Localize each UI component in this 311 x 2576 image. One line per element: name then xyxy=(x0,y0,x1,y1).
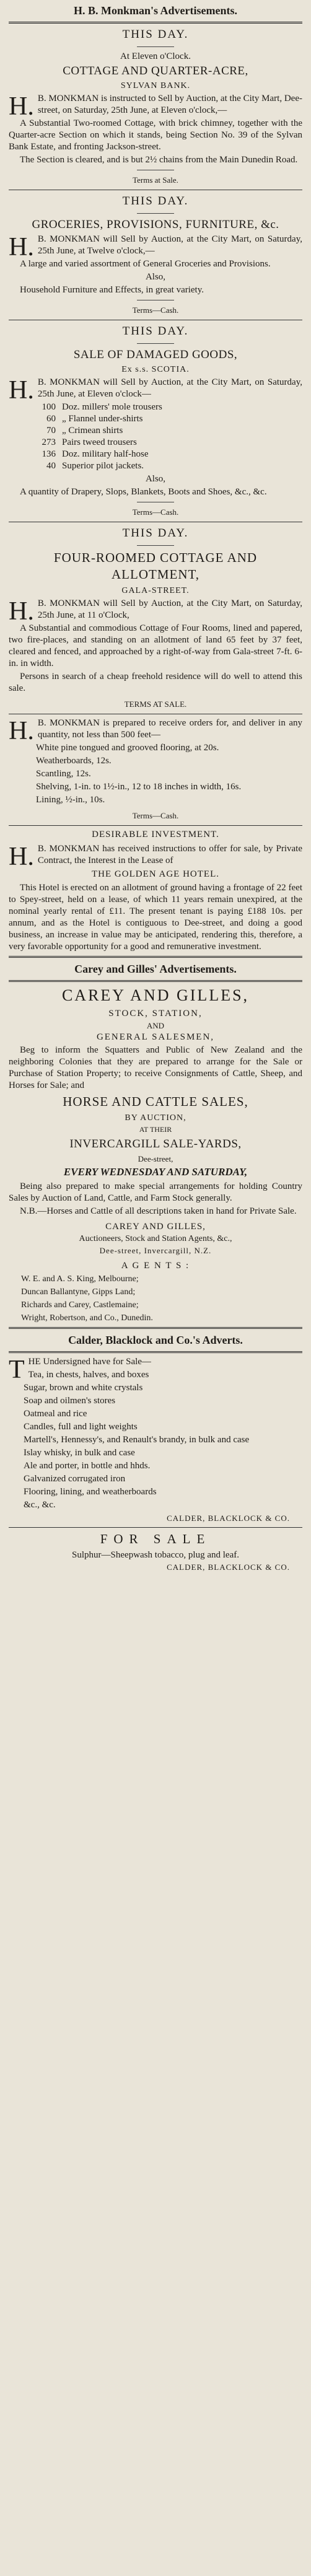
agents-list xyxy=(21,1273,302,1324)
list-item xyxy=(31,449,302,460)
ad-this-day: THIS DAY. xyxy=(122,195,189,208)
ad-timber xyxy=(9,717,302,821)
ad-street: Dee-street, xyxy=(138,1154,173,1163)
section-header-calder: Calder, Blacklock and Co.'s Adverts. xyxy=(68,1334,243,1346)
list-item: Tea, in chests, halves, and boxes xyxy=(28,1370,149,1380)
section-header-carey: Carey and Gilles' Advertisements. xyxy=(74,963,237,975)
ad-title: INVERCARGILL SALE-YARDS, xyxy=(69,1137,242,1150)
short-rule xyxy=(137,46,174,47)
ad-days: EVERY WEDNESDAY AND SATURDAY, xyxy=(63,1166,248,1178)
lot-item: Doz. military half-hose xyxy=(62,449,149,459)
lot-item: Pairs tweed trousers xyxy=(62,437,137,447)
ad-sulphur xyxy=(9,1531,302,1573)
divider xyxy=(9,980,302,982)
lot-qty: 100 xyxy=(42,402,56,412)
ad-also: Also, xyxy=(145,272,166,282)
lot-item: Superior pilot jackets. xyxy=(62,461,144,471)
list-item xyxy=(31,437,302,449)
ad-also-body: A quantity of Drapery, Slops, Blankets, Boots and Shoes, &c., &c. xyxy=(20,487,267,497)
ad-signature: CALDER, BLACKLOCK & CO. xyxy=(167,1562,290,1572)
ad-intro: THE Undersigned have for Sale— xyxy=(9,1356,151,1384)
list-item: Ale and porter, in bottle and hhds. xyxy=(24,1461,151,1471)
divider xyxy=(9,825,302,826)
ad-this-day: THIS DAY. xyxy=(122,28,189,41)
list-item: Galvanized corrugated iron xyxy=(24,1474,126,1484)
list-item xyxy=(31,413,302,425)
ad-intro: H.B. MONKMAN is instructed to Sell by Auction, at the City Mart, Dee-street, on Saturday, 25th June, at Eleven o'clock,— xyxy=(9,92,302,121)
ad-investment xyxy=(9,829,302,953)
ad-terms: Terms—Cash. xyxy=(132,507,179,517)
ad-body: Sulphur—Sheepwash tobacco, plug and leaf. xyxy=(72,1550,239,1560)
lot-qty: 273 xyxy=(42,437,56,447)
lot-list xyxy=(31,401,302,472)
ad-body: A Substantial Two-roomed Cottage, with brick chimney, together with the Quarter-acre Section on which it stands, being Section No. 39 of the Sylvan Bank Estate, and fronting Jackson-street. xyxy=(9,118,302,152)
lot-qty: 40 xyxy=(46,461,56,471)
list-item: Wright, Robertson, and Co., Dunedin. xyxy=(21,1313,153,1323)
ad-signature: CALDER, BLACKLOCK & CO. xyxy=(167,1514,290,1523)
ad-line: STOCK, STATION, xyxy=(108,1009,203,1019)
ad-terms: Terms at Sale. xyxy=(133,175,178,185)
ad-title: HORSE AND CATTLE SALES, xyxy=(63,1094,248,1109)
ad-terms: TERMS AT SALE. xyxy=(124,699,187,709)
ad-subtitle: GALA-STREET. xyxy=(121,586,190,595)
list-item: &c., &c. xyxy=(24,1500,56,1510)
list-item: Flooring, lining, and weatherboards xyxy=(24,1487,157,1497)
short-rule xyxy=(137,213,174,214)
ad-intro: Beg to inform the Squatters and Public of New Zealand and the neighboring Colonies that they are prepared to arrange for the Sale or Purchase of Station Property; to receive Consignments of Cattle, Sheep, and Horses for Sale; and xyxy=(9,1045,302,1090)
ad-this-day: THIS DAY. xyxy=(122,325,189,338)
lot-item: „ Flannel under-shirts xyxy=(62,414,143,424)
list-item xyxy=(31,460,302,472)
ad-terms: Terms—Cash. xyxy=(132,305,179,315)
ad-note: N.B.—Horses and Cattle of all descriptions taken in hand for Private Sale. xyxy=(20,1206,297,1216)
agents-title: A G E N T S : xyxy=(121,1261,190,1271)
list-item: Martell's, Hennessy's, and Renault's brandy, in bulk and case xyxy=(24,1435,250,1445)
list-item xyxy=(31,401,302,413)
ad-title: COTTAGE AND QUARTER-ACRE, xyxy=(63,64,248,77)
lot-item: „ Crimean shirts xyxy=(62,426,123,436)
list-item: White pine tongued and grooved flooring, at 20s. xyxy=(36,743,219,753)
ad-title: DESIRABLE INVESTMENT. xyxy=(92,830,219,839)
divider xyxy=(9,956,302,958)
ad-body: Being also prepared to make special arrangements for holding Country Sales by Auction of Land, Cattle, and Farm Stock generally. xyxy=(9,1181,302,1203)
ad-four-roomed-cottage xyxy=(9,525,302,710)
firm-name: CAREY AND GILLES, xyxy=(105,1222,206,1232)
list-item: Soap and oilmen's stores xyxy=(24,1396,116,1406)
list-item: Oatmeal and rice xyxy=(24,1409,87,1419)
divider xyxy=(9,22,302,24)
ad-title: CAREY AND GILLES, xyxy=(61,986,250,1004)
list-item: Scantling, 12s. xyxy=(36,769,91,779)
list-item: Sugar, brown and white crystals xyxy=(24,1383,143,1393)
list-item: Lining, ½-in., 10s. xyxy=(36,795,105,805)
firm-line: Auctioneers, Stock and Station Agents, &c., xyxy=(79,1234,232,1243)
ad-title: GROCERIES, PROVISIONS, FURNITURE, &c. xyxy=(32,218,279,231)
ad-hotel-name: THE GOLDEN AGE HOTEL. xyxy=(92,869,219,879)
ad-carey-gilles xyxy=(9,985,302,1324)
list-item: Shelving, 1-in. to 1½-in., 12 to 18 inches in width, 16s. xyxy=(36,782,242,792)
timber-list xyxy=(36,742,302,806)
list-item: Weatherboards, 12s. xyxy=(36,756,112,766)
ad-terms: Terms—Cash. xyxy=(132,811,179,820)
list-item: Duncan Ballantyne, Gipps Land; xyxy=(21,1287,136,1297)
short-rule xyxy=(137,545,174,546)
ad-subtitle: Ex s.s. SCOTIA. xyxy=(121,365,190,374)
divider xyxy=(9,1351,302,1353)
list-item xyxy=(31,425,302,437)
list-item: Candles, full and light weights xyxy=(24,1422,138,1432)
ad-body: This Hotel is erected on an allotment of ground having a frontage of 22 feet to Spey-street, held on a lease, of which 11 years remain unexpired, at the nominal yearly rental of £11. The present tenant is paying £188 10s. per annum, and as the Hotel is contiguous to Dee-street, and doing a good business, an increase in value may be anticipated, rendering this, therefore, a very favorable opportunity for a good and remunerative investment. xyxy=(9,883,302,952)
lot-qty: 60 xyxy=(46,414,56,424)
section-header-monkman: H. B. Monkman's Advertisements. xyxy=(73,4,237,17)
ad-also-body: Household Furniture and Effects, in great variety. xyxy=(20,285,204,295)
ad-cottage xyxy=(9,27,302,186)
short-rule xyxy=(137,343,174,344)
ad-intro: H.B. MONKMAN will Sell by Auction, at the City Mart, on Saturday, 25th June, at Twelve o'clock,— xyxy=(9,233,302,261)
ad-note: The Section is cleared, and is but 2½ chains from the Main Dunedin Road. xyxy=(20,155,298,165)
ad-this-day: THIS DAY. xyxy=(122,527,189,540)
divider xyxy=(9,1527,302,1528)
list-item: W. E. and A. S. King, Melbourne; xyxy=(21,1274,139,1284)
ad-title: FOR SALE xyxy=(100,1531,211,1546)
ad-line: BY AUCTION, xyxy=(125,1113,186,1123)
ad-body: A large and varied assortment of General Groceries and Provisions. xyxy=(20,259,271,269)
firm-address: Dee-street, Invercargill, N.Z. xyxy=(99,1246,212,1255)
list-item: Islay whisky, in bulk and case xyxy=(24,1448,135,1458)
lot-qty: 136 xyxy=(42,449,56,459)
ad-subtitle: SYLVAN BANK. xyxy=(120,81,191,90)
ad-damaged-goods xyxy=(9,323,302,518)
ad-line: AND xyxy=(146,1021,165,1030)
ad-groceries xyxy=(9,193,302,316)
ad-title: SALE OF DAMAGED GOODS, xyxy=(73,348,238,361)
ad-note: Persons in search of a cheap freehold residence will do well to attend this sale. xyxy=(9,672,302,693)
ad-intro: H.B. MONKMAN will Sell by Auction, at the City Mart, on Saturday, 25th June, at Eleven o'clock— xyxy=(9,376,302,405)
ad-title: FOUR-ROOMED COTTAGE AND ALLOTMENT, xyxy=(53,550,258,582)
ad-time: At Eleven o'Clock. xyxy=(120,51,191,61)
lot-qty: 70 xyxy=(46,426,56,436)
ad-body: A Substantial and commodious Cottage of Four Rooms, lined and papered, two fire-places, and standing on an allotment of land 65 feet by 37 feet, cleared and fenced, and approached by a right-of-way from Gala-street 7-ft. 6-in. in width. xyxy=(9,623,302,668)
lot-item: Doz. millers' mole trousers xyxy=(62,402,162,412)
goods-list xyxy=(24,1369,302,1511)
ad-intro: H.B. MONKMAN has received instructions to offer for sale, by Private Contract, the Interest in the Lease of xyxy=(9,843,302,871)
ad-line: GENERAL SALESMEN, xyxy=(96,1032,215,1042)
ad-also: Also, xyxy=(145,474,166,484)
ad-intro: H.B. MONKMAN is prepared to receive orders for, and deliver in any quantity, not less than 500 feet— xyxy=(9,717,302,745)
divider xyxy=(9,1327,302,1329)
ad-intro: H.B. MONKMAN will Sell by Auction, at the City Mart, on Saturday, 25th June, at 11 o'Clock, xyxy=(9,597,302,626)
ad-calder xyxy=(9,1356,302,1524)
list-item: Richards and Carey, Castlemaine; xyxy=(21,1300,139,1310)
ad-line: AT THEIR xyxy=(139,1125,172,1134)
